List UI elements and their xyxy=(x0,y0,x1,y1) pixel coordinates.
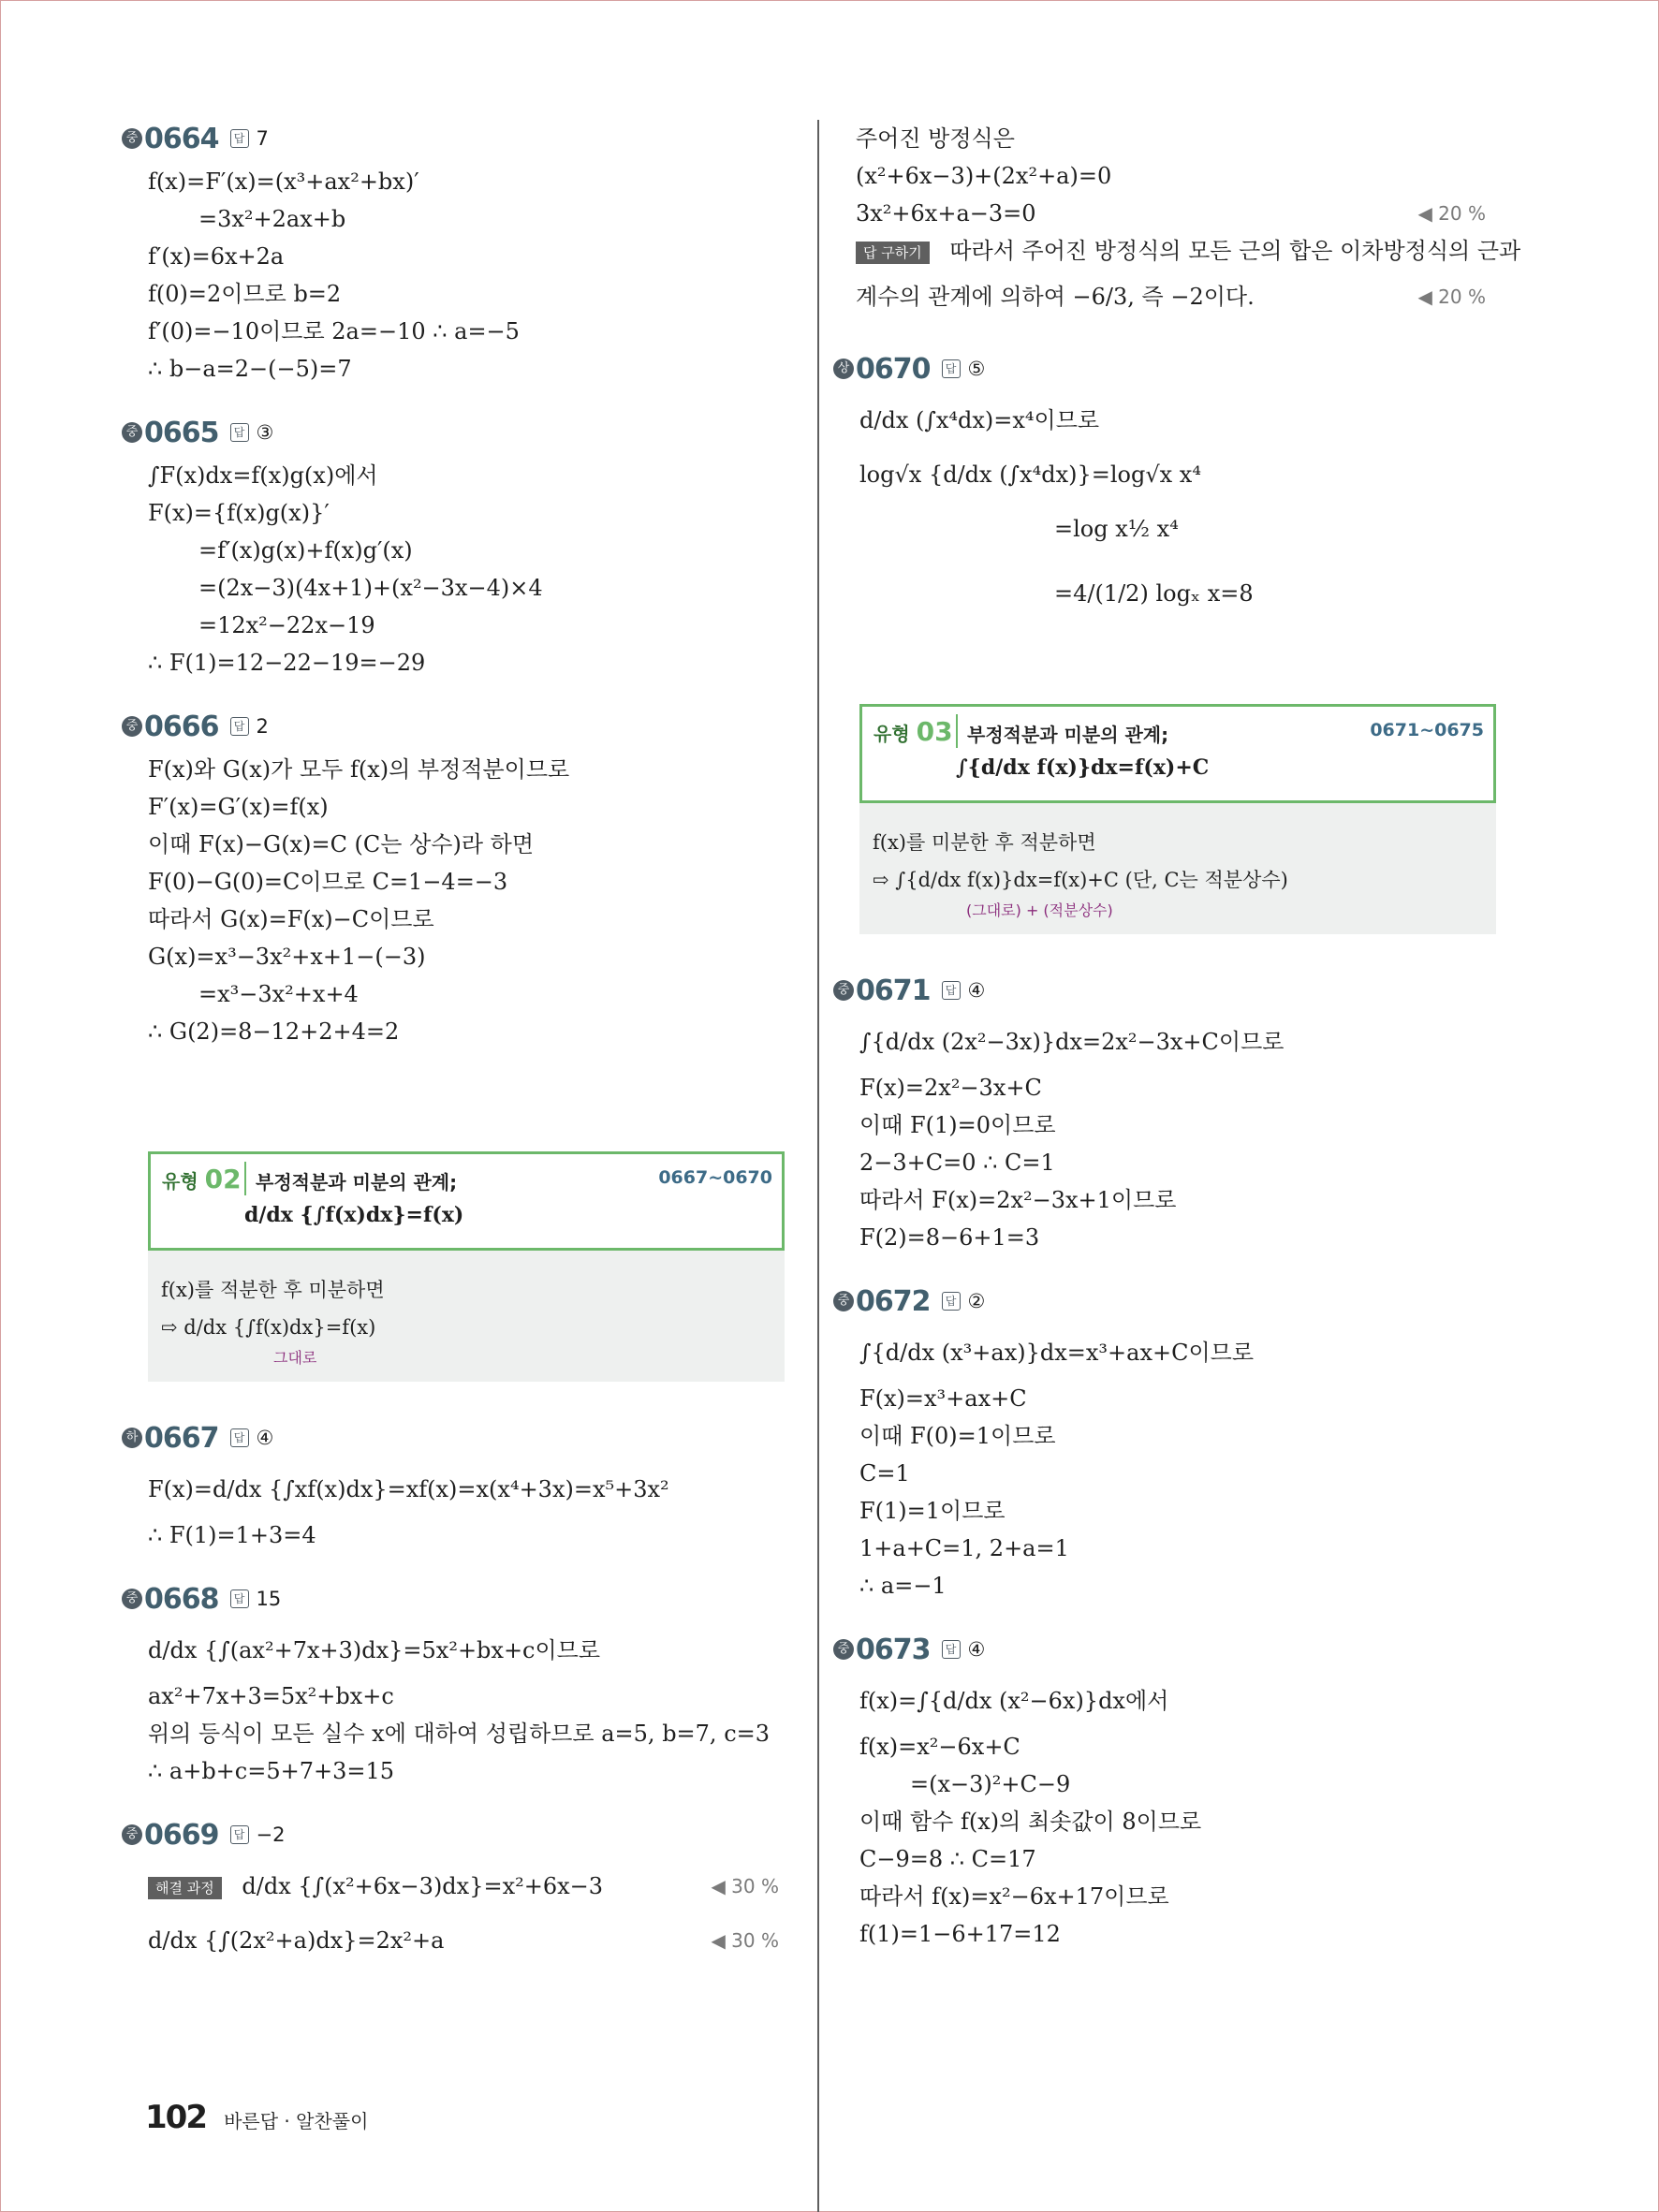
solution-line: f(x)=x²−6x+C xyxy=(859,1734,1020,1760)
answer: ④ xyxy=(256,1427,274,1449)
problem-0668 xyxy=(122,1580,786,1790)
answer-label-icon: 답 xyxy=(942,1640,961,1659)
problem-0670 xyxy=(833,350,1493,631)
solution-line: ∴ G(2)=8−12+2+4=2 xyxy=(148,1018,400,1045)
solution-line: =4/(1/2) logₓ x=8 xyxy=(1054,580,1254,607)
type-separator xyxy=(244,1162,246,1195)
type-title: 부정적분과 미분의 관계; xyxy=(967,724,1169,746)
difficulty-badge: 상 xyxy=(833,359,854,379)
column-divider xyxy=(817,120,819,2212)
type-range: 0671~0675 xyxy=(1370,720,1484,740)
solution-line: ∴ b−a=2−(−5)=7 xyxy=(148,356,352,382)
score-mark: ◀ 30 % xyxy=(711,1929,779,1952)
solution-line: ∴ F(1)=1+3=4 xyxy=(148,1522,316,1548)
solution-line: F′(x)=G′(x)=f(x) xyxy=(148,794,329,820)
problem-number: 0673 xyxy=(856,1633,931,1666)
answer: 2 xyxy=(256,715,269,738)
solution-line: G(x)=x³−3x²+x+1−(−3) xyxy=(148,944,426,970)
solution-line: C−9=8 ∴ C=17 xyxy=(859,1846,1036,1872)
difficulty-badge: 중 xyxy=(833,1639,854,1660)
answer: ⑤ xyxy=(967,358,986,380)
solution-line: ∴ a+b+c=5+7+3=15 xyxy=(148,1758,395,1784)
answer: ② xyxy=(967,1290,986,1312)
type-02-box xyxy=(148,1151,785,1382)
problem-0665 xyxy=(122,414,786,681)
answer: ④ xyxy=(967,979,986,1002)
type-note: (그대로) + (적분상수) xyxy=(966,901,1113,919)
problem-0666 xyxy=(122,708,786,1050)
solution-line: 계수의 관계에 의하여 −6/3, 즉 −2이다. ◀ 20 % xyxy=(833,270,1493,324)
solution-line: 이때 F(x)−G(x)=C (C는 상수)라 하면 xyxy=(148,831,535,857)
answer-label-icon: 답 xyxy=(230,717,249,736)
solution-line: 이때 함수 f(x)의 최솟값이 8이므로 xyxy=(859,1809,1202,1835)
difficulty-badge: 중 xyxy=(122,716,142,737)
solution-line: 따라서 F(x)=2x²−3x+1이므로 xyxy=(859,1187,1177,1213)
right-column xyxy=(833,120,1521,1979)
left-column xyxy=(122,120,786,1994)
solution-line: F(x)=d/dx {∫xf(x)dx}=xf(x)=x(x⁴+3x)=x⁵+3x² xyxy=(148,1476,669,1502)
problem-number: 0667 xyxy=(144,1421,219,1455)
answer: −2 xyxy=(256,1824,286,1846)
problem-number: 0671 xyxy=(856,974,931,1007)
solution-line: F(x)={f(x)g(x)}′ xyxy=(148,500,330,526)
problem-number: 0664 xyxy=(144,122,219,155)
solution-line: (x²+6x−3)+(2x²+a)=0 xyxy=(856,163,1112,189)
solution-line: =x³−3x²+x+4 xyxy=(198,981,359,1007)
answer-label-icon: 답 xyxy=(942,1292,961,1311)
answer: ④ xyxy=(967,1638,986,1661)
type-body xyxy=(859,803,1496,934)
answer-label-icon: 답 xyxy=(942,981,961,1000)
answer: ③ xyxy=(256,421,274,444)
solution-line: ∫{d/dx (2x²−3x)}dx=2x²−3x+C이므로 xyxy=(859,1029,1285,1055)
page-footer xyxy=(145,2099,368,2136)
solution-line: F(2)=8−6+1=3 xyxy=(859,1224,1040,1251)
score-mark: ◀ 20 % xyxy=(1417,286,1486,308)
solution-line: F(x)와 G(x)가 모두 f(x)의 부정적분이므로 xyxy=(148,756,570,783)
difficulty-badge: 중 xyxy=(833,1291,854,1311)
solution-line: ∴ F(1)=12−22−19=−29 xyxy=(148,650,426,676)
solution-line: 이때 F(1)=0이므로 xyxy=(859,1112,1056,1138)
solution-line: 답 구하기 따라서 주어진 방정식의 모든 근의 합은 이차방정식의 근과 xyxy=(833,232,1493,270)
solution-line: =(2x−3)(4x+1)+(x²−3x−4)×4 xyxy=(198,575,543,601)
solution-line: ∫F(x)dx=f(x)g(x)에서 xyxy=(148,462,378,489)
score-mark: ◀ 30 % xyxy=(711,1875,779,1897)
answer: 15 xyxy=(256,1588,282,1610)
type-body-formula: ⇨ ∫{d/dx f(x)}dx=f(x)+C (단, C는 적분상수) xyxy=(873,869,1288,891)
type-formula: ∫{d/dx f(x)}dx=f(x)+C xyxy=(956,755,1210,780)
type-body-text: f(x)를 적분한 후 미분하면 xyxy=(161,1279,385,1301)
solution-line: f(0)=2이므로 b=2 xyxy=(148,281,342,307)
solution-line: ∴ a=−1 xyxy=(859,1573,947,1599)
solution-line: d/dx (∫x⁴dx)=x⁴이므로 xyxy=(859,407,1100,433)
answer-label-icon: 답 xyxy=(230,1589,249,1608)
answer: 7 xyxy=(256,127,269,150)
problem-0669 xyxy=(122,1816,786,1968)
solution-line: d/dx {∫(2x²+a)dx}=2x²+a ◀ 30 % xyxy=(122,1913,786,1968)
solution-line: =log x½ x⁴ xyxy=(1054,516,1179,542)
problem-number: 0665 xyxy=(144,416,219,449)
difficulty-badge: 하 xyxy=(122,1428,142,1448)
solution-line: F(1)=1이므로 xyxy=(859,1498,1006,1524)
solution-line: log√x {d/dx (∫x⁴dx)}=log√x x⁴ xyxy=(859,461,1201,488)
type-body-formula: ⇨ d/dx {∫f(x)dx}=f(x) xyxy=(161,1316,376,1339)
process-tag: 해결 과정 xyxy=(148,1877,222,1899)
solution-line: ax²+7x+3=5x²+bx+c xyxy=(148,1683,394,1709)
difficulty-badge: 중 xyxy=(122,422,142,443)
solution-line: F(0)−G(0)=C이므로 C=1−4=−3 xyxy=(148,869,508,895)
solution-line: f′(x)=6x+2a xyxy=(148,243,285,270)
problem-number: 0666 xyxy=(144,710,219,743)
type-body xyxy=(148,1251,785,1382)
problem-0673 xyxy=(833,1631,1493,1953)
problem-number: 0670 xyxy=(856,352,931,386)
page-number: 102 xyxy=(145,2099,206,2136)
solution-line: =(x−3)²+C−9 xyxy=(910,1771,1071,1797)
type-body-text: f(x)를 미분한 후 적분하면 xyxy=(873,831,1096,854)
difficulty-badge: 중 xyxy=(122,1589,142,1609)
solution-line: =12x²−22x−19 xyxy=(198,612,375,638)
type-label: 유형 03 xyxy=(874,716,953,747)
score-mark: ◀ 20 % xyxy=(1417,202,1486,225)
type-label: 유형 02 xyxy=(162,1164,242,1194)
solution-line: F(x)=2x²−3x+C xyxy=(859,1075,1042,1101)
problem-0669-continued xyxy=(833,120,1521,324)
answer-label-icon: 답 xyxy=(230,129,249,148)
type-03-box xyxy=(859,704,1496,934)
solution-line: =f′(x)g(x)+f(x)g′(x) xyxy=(198,537,413,564)
problem-0672 xyxy=(833,1282,1493,1604)
solution-line: 주어진 방정식은 xyxy=(856,125,1015,152)
answer-label-icon: 답 xyxy=(942,359,961,378)
answer-label-icon: 답 xyxy=(230,423,249,442)
solution-line: F(x)=x³+ax+C xyxy=(859,1385,1027,1412)
type-separator xyxy=(956,714,958,748)
problem-number: 0672 xyxy=(856,1284,931,1318)
solution-line: C=1 xyxy=(859,1460,910,1487)
solution-line: 따라서 f(x)=x²−6x+17이므로 xyxy=(859,1883,1169,1910)
solution-line: 2−3+C=0 ∴ C=1 xyxy=(859,1150,1055,1176)
solution-line: f′(0)=−10이므로 2a=−10 ∴ a=−5 xyxy=(148,318,520,344)
solution-line: 3x²+6x+a−3=0 ◀ 20 % xyxy=(833,195,1493,232)
solution-line: 1+a+C=1, 2+a=1 xyxy=(859,1535,1069,1561)
solution-line: 따라서 G(x)=F(x)−C이므로 xyxy=(148,906,434,932)
problem-number: 0669 xyxy=(144,1818,219,1852)
solution-line: 위의 등식이 모든 실수 x에 대하여 성립하므로 a=5, b=7, c=3 xyxy=(148,1721,771,1747)
solution-line: 이때 F(0)=1이므로 xyxy=(859,1423,1056,1449)
footer-title: 바른답 · 알찬풀이 xyxy=(224,2110,369,2132)
solution-line: 해결 과정 d/dx {∫(x²+6x−3)dx}=x²+6x−3 ◀ 30 % xyxy=(122,1859,786,1913)
problem-0664 xyxy=(122,120,786,388)
difficulty-badge: 중 xyxy=(122,1824,142,1845)
type-header xyxy=(859,704,1496,803)
solution-line: f(x)=∫{d/dx (x²−6x)}dx에서 xyxy=(859,1688,1169,1714)
problem-0667 xyxy=(122,1419,786,1554)
type-title: 부정적분과 미분의 관계; xyxy=(256,1171,458,1194)
solution-line: =3x²+2ax+b xyxy=(198,206,346,232)
type-formula: d/dx {∫f(x)dx}=f(x) xyxy=(244,1203,464,1227)
solution-line: f(1)=1−6+17=12 xyxy=(859,1921,1061,1947)
answer-label-icon: 답 xyxy=(230,1428,249,1447)
solution-line: ∫{d/dx (x³+ax)}dx=x³+ax+C이므로 xyxy=(859,1340,1254,1366)
type-header xyxy=(148,1151,785,1251)
type-note: 그대로 xyxy=(273,1349,317,1367)
problem-0671 xyxy=(833,972,1493,1256)
problem-number: 0668 xyxy=(144,1582,219,1616)
type-range: 0667~0670 xyxy=(658,1167,772,1188)
solution-line: f(x)=F′(x)=(x³+ax²+bx)′ xyxy=(148,168,419,195)
answer-tag: 답 구하기 xyxy=(856,242,930,264)
answer-label-icon: 답 xyxy=(230,1825,249,1844)
difficulty-badge: 중 xyxy=(833,980,854,1001)
solution-line: d/dx {∫(ax²+7x+3)dx}=5x²+bx+c이므로 xyxy=(148,1637,601,1663)
difficulty-badge: 중 xyxy=(122,128,142,149)
